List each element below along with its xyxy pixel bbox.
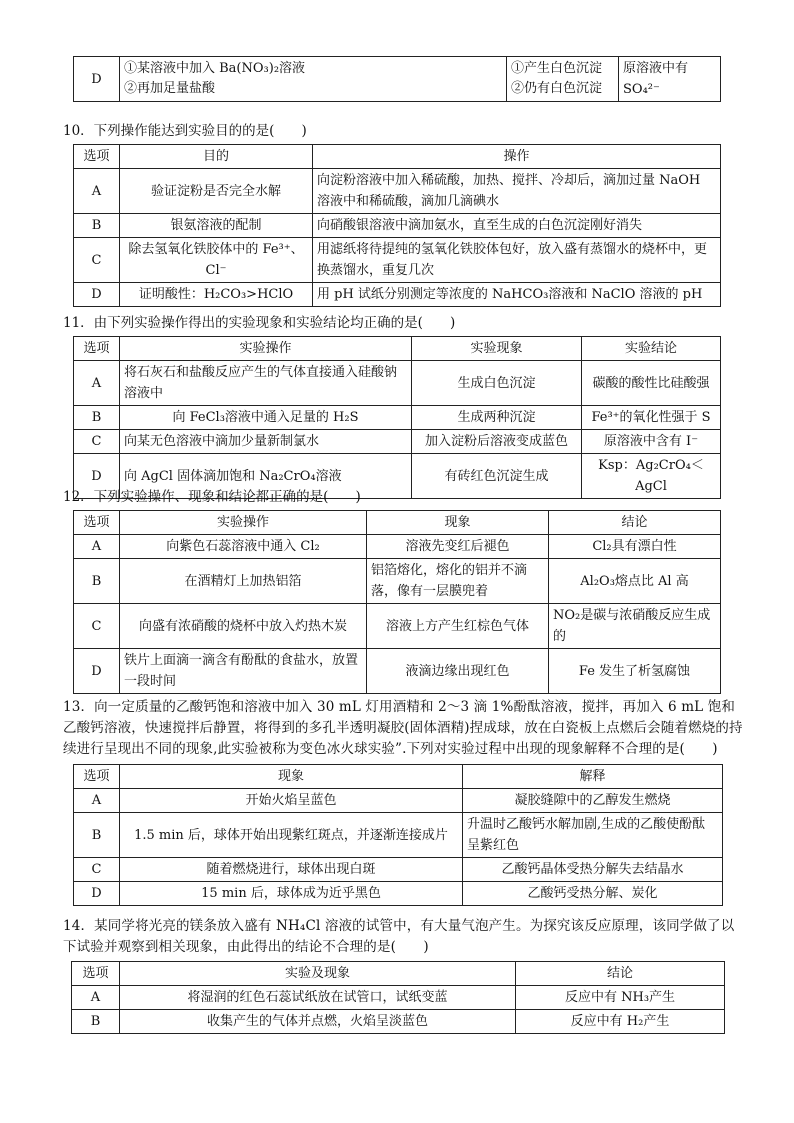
purpose-cell: 银氨溶液的配制 [120,214,313,238]
question-10-stem: 10．下列操作能达到实验目的的是( ) [63,123,307,139]
conclusion-cell: 原溶液中含有 I⁻ [582,430,721,454]
conclusion-cell: Cl₂具有漂白性 [549,535,721,559]
header-cell: 选项 [74,511,120,535]
phenomenon-cell: 生成两种沉淀 [412,406,582,430]
header-cell: 选项 [74,765,120,789]
experiment-cell: 将湿润的红色石蕊试纸放在试管口，试纸变蓝 [120,986,516,1010]
table-row [74,789,723,813]
table-row [74,604,721,649]
operation-line: ①某溶液中加入 Ba(NO₃)₂溶液 [124,61,306,76]
conclusion-cell: Fe³⁺的氧化性强于 S [582,406,721,430]
conclusion-cell: 反应中有 H₂产生 [516,1010,725,1034]
option-cell: A [74,789,120,813]
question-14-stem: 14．某同学将光亮的镁条放入盛有 NH₄Cl 溶液的试管中，有大量气泡产生。为探究该反应原理，该同学做了以下试验并观察到相关现象，由此得出的结论不合理的是( ) [63,918,735,955]
top-continuation-table [73,56,721,102]
header-cell: 现象 [120,765,463,789]
table-row [74,559,721,604]
table-row [74,169,721,214]
conclusion-cell: NO₂是碳与浓硝酸反应生成的 [549,604,721,649]
table-row [74,535,721,559]
question-13-stem: 13．向一定质量的乙酸钙饱和溶液中加入 30 mL 灯用酒精和 2～3 滴 1%酚酞溶液，搅拌，再加入 6 mL 饱和乙酸钙溶液，快速搅拌后静置，将得到的多孔半透明凝胶(固体酒精)捏成球，放在白瓷板上点燃后会随着燃烧的持续进行呈现出不同的现象,此实验被称为变色冰火球实验”.下列对实验过程中出现的现象解释不合理的是( ) [63,699,743,757]
explanation-cell: 乙酸钙受热分解、炭化 [463,882,723,906]
operation-cell: 向某无色溶液中滴加少量新制氯水 [120,430,412,454]
option-cell: C [74,604,120,649]
conclusion-cell: 反应中有 NH₃产生 [516,986,725,1010]
operation-cell: 铁片上面滴一滴含有酚酞的食盐水，放置一段时间 [120,649,367,694]
explanation-cell: 升温时乙酸钙水解加剧,生成的乙酸使酚酞呈紫红色 [463,813,723,858]
header-cell: 目的 [120,145,313,169]
table-header-row [74,337,721,361]
phenomenon-cell: 有砖红色沉淀生成 [412,454,582,499]
option-cell: B [74,214,120,238]
option-cell: A [72,986,120,1010]
table-row [72,986,725,1010]
option-cell: D [74,57,120,102]
header-cell: 实验及现象 [120,962,516,986]
operation-cell: 将石灰石和盐酸反应产生的气体直接通入硅酸钠溶液中 [120,361,412,406]
table-row [74,406,721,430]
header-cell: 实验结论 [582,337,721,361]
phenomenon-cell [507,57,619,102]
option-cell: C [74,238,120,283]
option-cell: C [74,430,120,454]
header-cell: 解释 [463,765,723,789]
phenomenon-line: ②仍有白色沉淀 [511,81,603,96]
header-cell: 选项 [72,962,120,986]
operation-cell: 向 AgCl 固体滴加饱和 Na₂CrO₄溶液 [120,454,412,499]
option-cell: A [74,535,120,559]
option-cell: B [72,1010,120,1034]
question-11-stem: 11．由下列实验操作得出的实验现象和实验结论均正确的是( ) [63,315,456,331]
header-cell: 结论 [549,511,721,535]
experiment-cell: 收集产生的气体并点燃，火焰呈淡蓝色 [120,1010,516,1034]
table-row [74,882,723,906]
operation-cell: 用 pH 试纸分别测定等浓度的 NaHCO₃溶液和 NaClO 溶液的 pH [313,283,721,307]
table-header-row [74,145,721,169]
conclusion-cell: 碳酸的酸性比硅酸强 [582,361,721,406]
explanation-cell: 凝胶缝隙中的乙醇发生燃烧 [463,789,723,813]
table-row [74,57,721,102]
option-cell: D [74,882,120,906]
operation-cell: 用滤纸将待提纯的氢氧化铁胶体包好，放入盛有蒸馏水的烧杯中，更换蒸馏水，重复几次 [313,238,721,283]
explanation-cell: 乙酸钙晶体受热分解失去结晶水 [463,858,723,882]
question-13-table [73,764,723,906]
phenomenon-cell: 溶液先变红后褪色 [367,535,549,559]
table-row [74,813,723,858]
operation-cell: 向硝酸银溶液中滴加氨水，直至生成的白色沉淀刚好消失 [313,214,721,238]
table-row [74,361,721,406]
operation-cell: 向盛有浓硝酸的烧杯中放入灼热木炭 [120,604,367,649]
operation-line: ②再加足量盐酸 [124,81,216,96]
conclusion-cell: Fe 发生了析氢腐蚀 [549,649,721,694]
table-row [74,858,723,882]
phenomenon-cell: 开始火焰呈蓝色 [120,789,463,813]
option-cell: B [74,813,120,858]
phenomenon-cell: 加入淀粉后溶液变成蓝色 [412,430,582,454]
header-cell: 实验操作 [120,511,367,535]
header-cell: 实验现象 [412,337,582,361]
purpose-cell: 除去氢氧化铁胶体中的 Fe³⁺、Cl⁻ [120,238,313,283]
option-cell: B [74,559,120,604]
option-cell: B [74,406,120,430]
table-row [74,649,721,694]
question-12-stem: 12．下列实验操作、现象和结论都正确的是( ) [63,489,361,505]
operation-cell: 向 FeCl₃溶液中通入足量的 H₂S [120,406,412,430]
header-cell: 选项 [74,145,120,169]
operation-cell: 向淀粉溶液中加入稀硫酸，加热、搅拌、冷却后，滴加过量 NaOH 溶液中和稀硫酸，滴加几滴碘水 [313,169,721,214]
header-cell: 操作 [313,145,721,169]
phenomenon-cell: 1.5 min 后，球体开始出现紫红斑点，并逐渐连接成片 [120,813,463,858]
question-12-table [73,510,721,694]
question-14-table [71,961,725,1034]
option-cell: D [74,649,120,694]
conclusion-cell: Al₂O₃熔点比 Al 高 [549,559,721,604]
question-11-table [73,336,721,499]
table-row [74,283,721,307]
operation-cell: 在酒精灯上加热铝箔 [120,559,367,604]
header-cell: 结论 [516,962,725,986]
operation-cell: 向紫色石蕊溶液中通入 Cl₂ [120,535,367,559]
table-row [74,214,721,238]
table-row [72,1010,725,1034]
conclusion-cell: Ksp：Ag₂CrO₄＜AgCl [582,454,721,499]
table-header-row [74,511,721,535]
header-cell: 选项 [74,337,120,361]
phenomenon-cell: 随着燃烧进行，球体出现白斑 [120,858,463,882]
phenomenon-cell: 液滴边缘出现红色 [367,649,549,694]
header-cell: 现象 [367,511,549,535]
table-header-row [74,765,723,789]
option-cell: A [74,169,120,214]
phenomenon-cell: 15 min 后，球体成为近乎黑色 [120,882,463,906]
phenomenon-cell: 溶液上方产生红棕色气体 [367,604,549,649]
option-cell: A [74,361,120,406]
operation-cell [120,57,507,102]
question-10-table [73,144,721,307]
phenomenon-cell: 铝箔熔化，熔化的铝并不滴落，像有一层膜兜着 [367,559,549,604]
option-cell: D [74,283,120,307]
purpose-cell: 证明酸性：H₂CO₃>HClO [120,283,313,307]
header-cell: 实验操作 [120,337,412,361]
purpose-cell: 验证淀粉是否完全水解 [120,169,313,214]
table-row [74,238,721,283]
phenomenon-cell: 生成白色沉淀 [412,361,582,406]
phenomenon-line: ①产生白色沉淀 [511,61,603,76]
option-cell: C [74,858,120,882]
option-cell: D [74,454,120,499]
conclusion-cell: 原溶液中有 SO₄²⁻ [619,57,721,102]
table-header-row [72,962,725,986]
table-row [74,430,721,454]
